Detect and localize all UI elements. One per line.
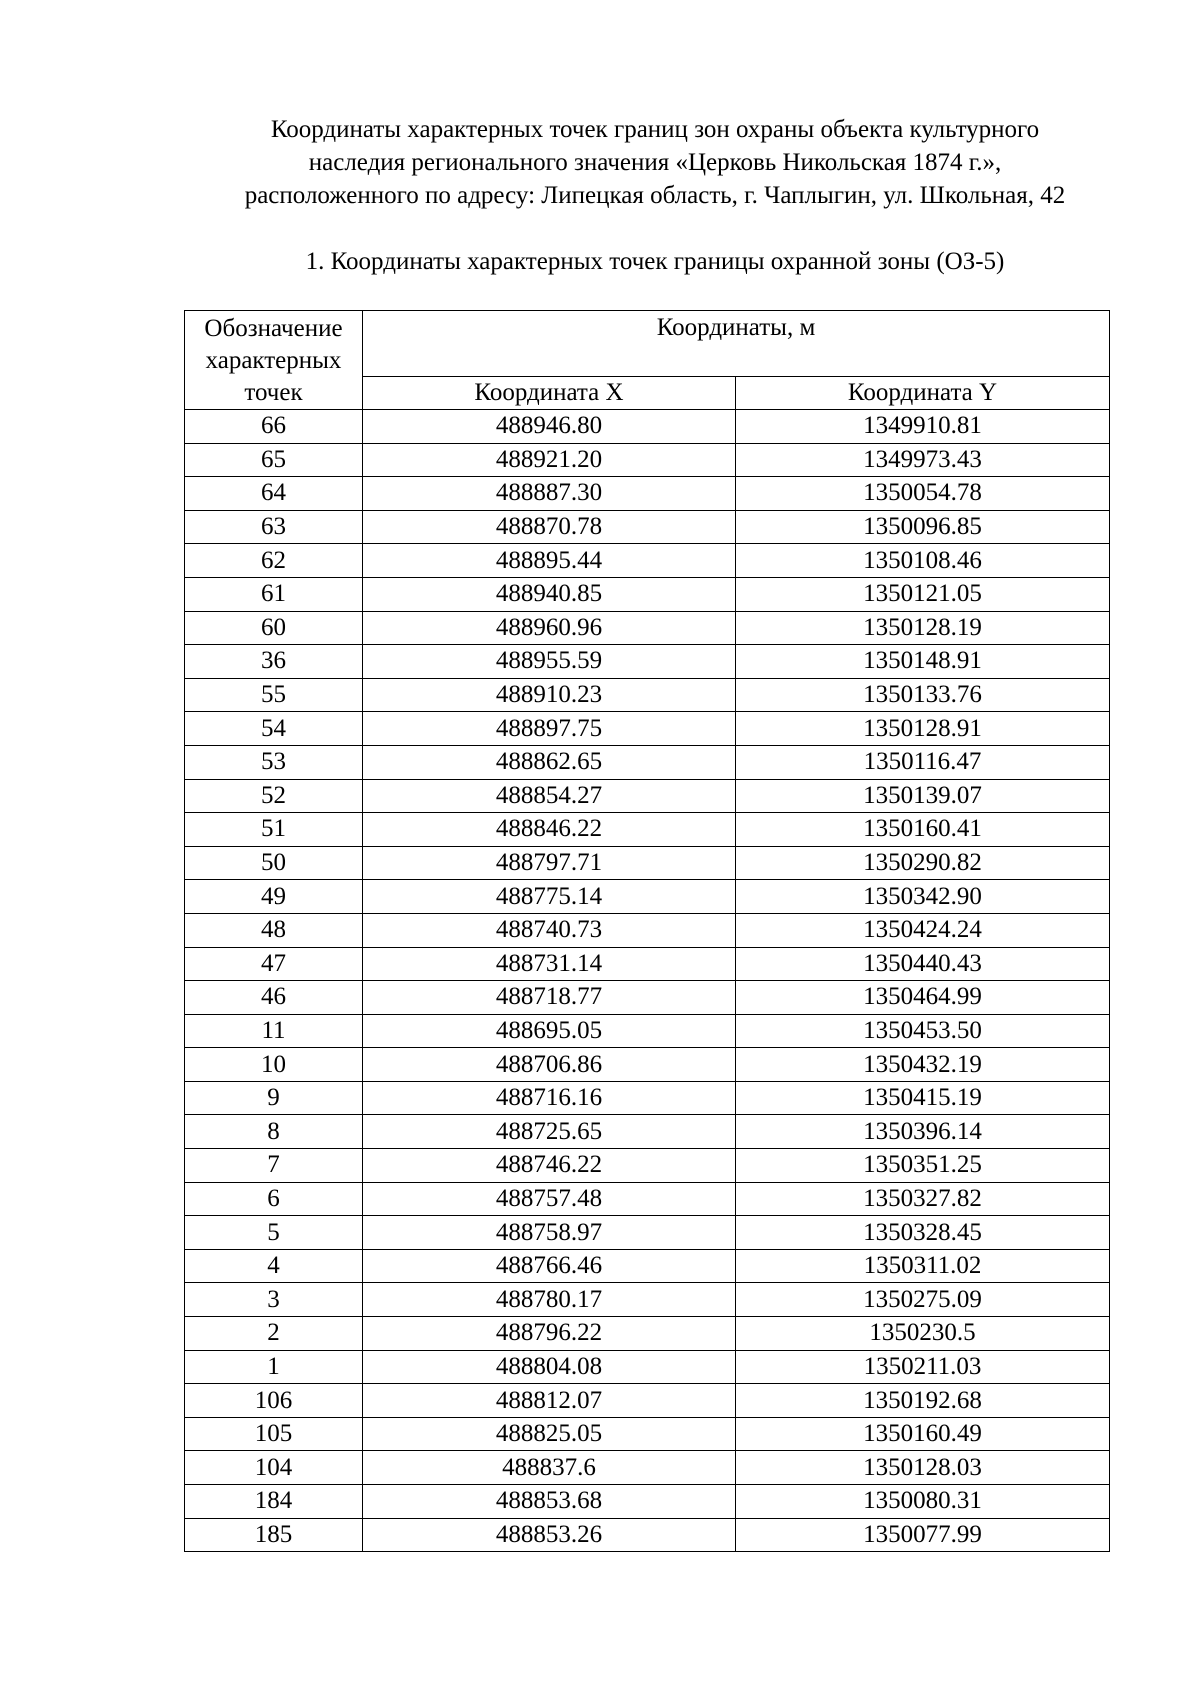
point-id-cell: 47 <box>185 947 363 981</box>
table-row <box>185 678 1110 712</box>
table-row <box>185 1518 1110 1552</box>
point-id-cell: 52 <box>185 779 363 813</box>
coordinate-y-cell: 1350096.85 <box>736 510 1110 544</box>
coordinate-y-cell: 1350432.19 <box>736 1048 1110 1082</box>
table-row <box>185 913 1110 947</box>
table-row <box>185 1317 1110 1351</box>
point-id-cell: 51 <box>185 813 363 847</box>
table-row <box>185 1081 1110 1115</box>
coordinate-x-cell: 488846.22 <box>363 813 736 847</box>
table-row <box>185 846 1110 880</box>
table-row <box>185 645 1110 679</box>
coordinate-x-cell: 488725.65 <box>363 1115 736 1149</box>
coordinate-x-cell: 488910.23 <box>363 678 736 712</box>
coordinate-x-cell: 488862.65 <box>363 745 736 779</box>
point-id-cell: 106 <box>185 1384 363 1418</box>
coordinate-y-cell: 1350128.03 <box>736 1451 1110 1485</box>
coordinate-y-cell: 1350464.99 <box>736 981 1110 1015</box>
point-id-cell: 66 <box>185 410 363 444</box>
point-id-cell: 4 <box>185 1249 363 1283</box>
coordinate-y-cell: 1350077.99 <box>736 1518 1110 1552</box>
point-id-cell: 65 <box>185 443 363 477</box>
coordinate-x-cell: 488716.16 <box>363 1081 736 1115</box>
header-coordinates: Координаты, м <box>363 311 1110 377</box>
coordinate-y-cell: 1350160.41 <box>736 813 1110 847</box>
point-id-cell: 62 <box>185 544 363 578</box>
coordinate-y-cell: 1350054.78 <box>736 477 1110 511</box>
coordinate-y-cell: 1350108.46 <box>736 544 1110 578</box>
point-id-cell: 8 <box>185 1115 363 1149</box>
coordinate-y-cell: 1350311.02 <box>736 1249 1110 1283</box>
table-row <box>185 577 1110 611</box>
point-id-cell: 48 <box>185 913 363 947</box>
point-id-cell: 61 <box>185 577 363 611</box>
table-row <box>185 947 1110 981</box>
coordinate-x-cell: 488853.68 <box>363 1485 736 1519</box>
table-row <box>185 779 1110 813</box>
coordinate-y-cell: 1350128.91 <box>736 712 1110 746</box>
coordinates-table <box>184 310 1110 1552</box>
coordinate-y-cell: 1350275.09 <box>736 1283 1110 1317</box>
coordinate-x-cell: 488812.07 <box>363 1384 736 1418</box>
coordinate-y-cell: 1350116.47 <box>736 745 1110 779</box>
coordinate-y-cell: 1350351.25 <box>736 1149 1110 1183</box>
coordinate-y-cell: 1350139.07 <box>736 779 1110 813</box>
coordinate-x-cell: 488780.17 <box>363 1283 736 1317</box>
coordinate-x-cell: 488796.22 <box>363 1317 736 1351</box>
table-row <box>185 477 1110 511</box>
coordinate-y-cell: 1350080.31 <box>736 1485 1110 1519</box>
table-row <box>185 745 1110 779</box>
document-title <box>150 113 1160 212</box>
coordinate-y-cell: 1350342.90 <box>736 880 1110 914</box>
table-row <box>185 1451 1110 1485</box>
coordinate-y-cell: 1350148.91 <box>736 645 1110 679</box>
table-row <box>185 712 1110 746</box>
coordinate-x-cell: 488757.48 <box>363 1182 736 1216</box>
coordinate-x-cell: 488870.78 <box>363 510 736 544</box>
coordinate-y-cell: 1350133.76 <box>736 678 1110 712</box>
point-id-cell: 1 <box>185 1350 363 1384</box>
point-id-cell: 104 <box>185 1451 363 1485</box>
point-id-cell: 64 <box>185 477 363 511</box>
coordinate-x-cell: 488825.05 <box>363 1417 736 1451</box>
point-id-cell: 184 <box>185 1485 363 1519</box>
section-title: 1. Координаты характерных точек границы охранной зоны (ОЗ-5) <box>305 248 1005 275</box>
coordinate-y-cell: 1350396.14 <box>736 1115 1110 1149</box>
coordinate-x-cell: 488766.46 <box>363 1249 736 1283</box>
point-id-cell: 49 <box>185 880 363 914</box>
point-id-cell: 11 <box>185 1014 363 1048</box>
coordinate-y-cell: 1349973.43 <box>736 443 1110 477</box>
table-row <box>185 1283 1110 1317</box>
coordinate-x-cell: 488695.05 <box>363 1014 736 1048</box>
point-id-cell: 55 <box>185 678 363 712</box>
coordinate-x-cell: 488804.08 <box>363 1350 736 1384</box>
coordinate-y-cell: 1350230.5 <box>736 1317 1110 1351</box>
point-id-cell: 53 <box>185 745 363 779</box>
point-id-cell: 3 <box>185 1283 363 1317</box>
coordinate-y-cell: 1350327.82 <box>736 1182 1110 1216</box>
coordinate-y-cell: 1350415.19 <box>736 1081 1110 1115</box>
point-id-cell: 36 <box>185 645 363 679</box>
coordinate-x-cell: 488718.77 <box>363 981 736 1015</box>
point-id-cell: 2 <box>185 1317 363 1351</box>
coordinate-y-cell: 1350128.19 <box>736 611 1110 645</box>
coordinate-x-cell: 488853.26 <box>363 1518 736 1552</box>
coordinate-x-cell: 488895.44 <box>363 544 736 578</box>
table-row <box>185 1149 1110 1183</box>
coordinate-y-cell: 1350121.05 <box>736 577 1110 611</box>
coordinate-x-cell: 488746.22 <box>363 1149 736 1183</box>
table-row <box>185 544 1110 578</box>
header-designation: Обозначение характерных точек <box>185 311 363 410</box>
point-id-cell: 54 <box>185 712 363 746</box>
coordinate-x-cell: 488731.14 <box>363 947 736 981</box>
coordinate-y-cell: 1350192.68 <box>736 1384 1110 1418</box>
title-line: Координаты характерных точек границ зон охраны объекта культурного <box>270 116 1040 143</box>
table-row <box>185 1115 1110 1149</box>
coordinate-x-cell: 488887.30 <box>363 477 736 511</box>
point-id-cell: 7 <box>185 1149 363 1183</box>
point-id-cell: 60 <box>185 611 363 645</box>
point-id-cell: 105 <box>185 1417 363 1451</box>
table-row <box>185 443 1110 477</box>
table-row <box>185 1182 1110 1216</box>
coordinate-x-cell: 488740.73 <box>363 913 736 947</box>
table-row <box>185 1048 1110 1082</box>
table-row <box>185 611 1110 645</box>
coordinate-y-cell: 1350160.49 <box>736 1417 1110 1451</box>
point-id-cell: 9 <box>185 1081 363 1115</box>
table-row <box>185 1384 1110 1418</box>
coordinate-y-cell: 1350211.03 <box>736 1350 1110 1384</box>
table-row <box>185 1014 1110 1048</box>
point-id-cell: 10 <box>185 1048 363 1082</box>
coordinate-y-cell: 1350328.45 <box>736 1216 1110 1250</box>
table-row <box>185 410 1110 444</box>
table-body <box>185 410 1110 1552</box>
point-id-cell: 50 <box>185 846 363 880</box>
coordinate-y-cell: 1349910.81 <box>736 410 1110 444</box>
table-row <box>185 1485 1110 1519</box>
title-line: расположенного по адресу: Липецкая область, г. Чаплыгин, ул. Школьная, 42 <box>244 182 1066 209</box>
point-id-cell: 63 <box>185 510 363 544</box>
point-id-cell: 5 <box>185 1216 363 1250</box>
table-row <box>185 1216 1110 1250</box>
table-row <box>185 1417 1110 1451</box>
header-coordinate-y: Координата Y <box>736 376 1110 409</box>
coordinate-x-cell: 488960.96 <box>363 611 736 645</box>
coordinate-y-cell: 1350453.50 <box>736 1014 1110 1048</box>
coordinate-x-cell: 488775.14 <box>363 880 736 914</box>
coordinate-y-cell: 1350290.82 <box>736 846 1110 880</box>
coordinate-y-cell: 1350424.24 <box>736 913 1110 947</box>
coordinate-x-cell: 488797.71 <box>363 846 736 880</box>
coordinate-x-cell: 488897.75 <box>363 712 736 746</box>
title-line: наследия регионального значения «Церковь Никольская 1874 г.», <box>308 149 1002 176</box>
coordinate-y-cell: 1350440.43 <box>736 947 1110 981</box>
coordinate-x-cell: 488955.59 <box>363 645 736 679</box>
table-row <box>185 813 1110 847</box>
coordinate-x-cell: 488706.86 <box>363 1048 736 1082</box>
coordinate-x-cell: 488921.20 <box>363 443 736 477</box>
header-coordinate-x: Координата X <box>363 376 736 409</box>
point-id-cell: 6 <box>185 1182 363 1216</box>
table-row <box>185 1249 1110 1283</box>
table-row <box>185 981 1110 1015</box>
point-id-cell: 46 <box>185 981 363 1015</box>
table-row <box>185 1350 1110 1384</box>
coordinate-x-cell: 488854.27 <box>363 779 736 813</box>
coordinate-x-cell: 488946.80 <box>363 410 736 444</box>
coordinate-x-cell: 488837.6 <box>363 1451 736 1485</box>
point-id-cell: 185 <box>185 1518 363 1552</box>
table-row <box>185 510 1110 544</box>
coordinate-x-cell: 488758.97 <box>363 1216 736 1250</box>
table-row <box>185 880 1110 914</box>
coordinate-x-cell: 488940.85 <box>363 577 736 611</box>
